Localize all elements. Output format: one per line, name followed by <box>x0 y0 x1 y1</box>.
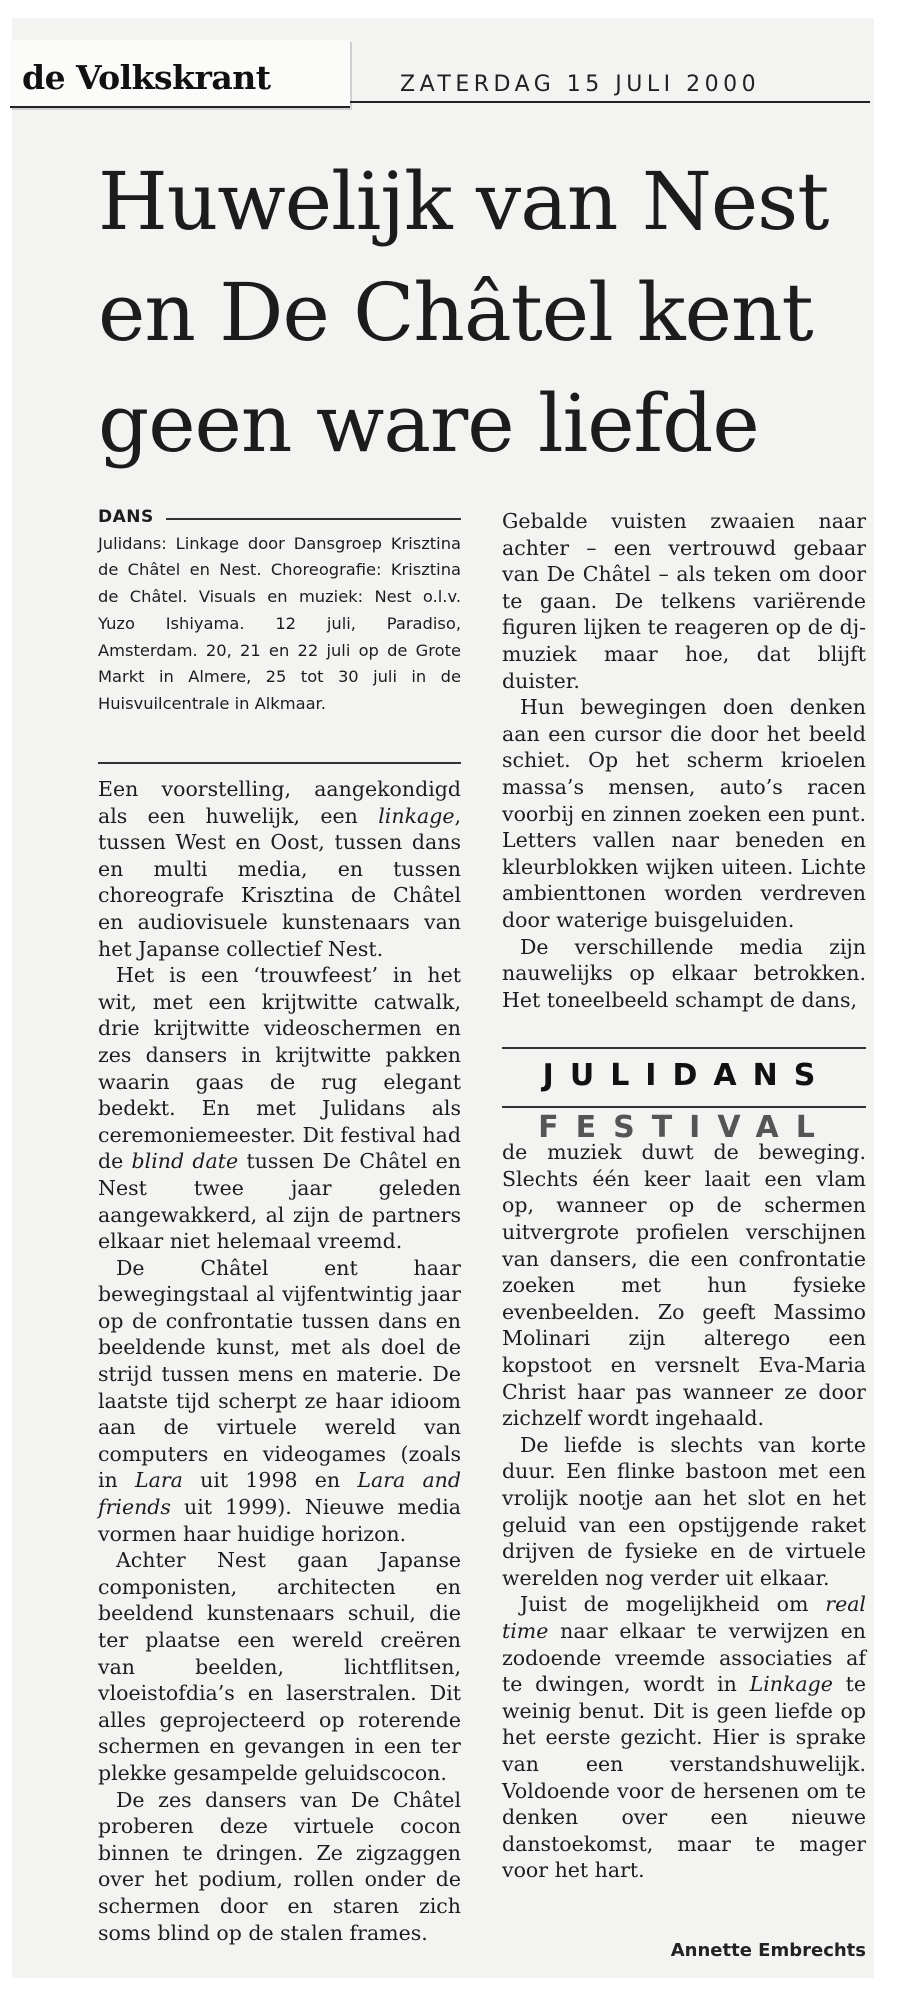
festival-logo-line1: JULIDANS <box>542 1058 832 1093</box>
headline-line: Huwelijk van Nest <box>98 155 829 248</box>
festival-rule <box>502 1047 866 1049</box>
article-column-left <box>98 776 461 1946</box>
newspaper-logo: de Volkskrant <box>22 58 271 97</box>
paragraph: Achter Nest gaan Japanse componisten, architecten en beeldend kunstenaars schuil, die ter plaatse een wereld creëren van beelden, lichtflitsen, vloeistofdia’s en laserstralen. Dit alles geprojecteerd op roterende schermen en gevangen in een ter plekke gesampelde geluidscocon. <box>98 1548 461 1785</box>
paragraph: Gebalde vuisten zwaaien naar achter – een vertrouwd gebaar van De Châtel – als teken om door te gaan. De telkens variërende figuren lijken te reageren op de dj-muziek maar hoe, dat blijft duister. <box>502 509 866 693</box>
festival-logo-line2: FESTIVAL <box>538 1110 832 1145</box>
paragraph: Hun bewegingen doen denken aan een cursor die door het beeld schiet. Op het scherm krioelen massa’s mensen, auto’s racen voorbij en zinnen zoeken een punt. Letters vallen naar beneden en kleurblokken wijken uiteen. Lichte ambienttonen worden verdreven door waterige buisgeluiden. <box>502 695 866 932</box>
headline-line: en De Châtel kent <box>98 266 813 359</box>
paragraph: Het is een ‘trouwfeest’ in het wit, met een krijtwitte catwalk, drie krijtwitte videoschermen en zes dansers in krijtwitte pakken waarin gaas de rug elegant bedekt. En met Julidans als ceremoniemeester. Dit festival had de blind date tussen De Châtel en Nest twee jaar geleden aangewakkerd, al zijn de partners elkaar niet helemaal vreemd. <box>98 963 461 1254</box>
paragraph: De Châtel ent haar bewegingstaal al vijfentwintig jaar op de confrontatie tussen dans en beeldende kunst, met als doel de strijd tussen mens en materie. De laatste tijd scherpt ze haar idioom aan de virtuele wereld van computers en videogames (zoals in Lara uit 1998 en Lara and friends uit 1999). Nieuwe media vormen haar huidige horizon. <box>98 1255 462 1546</box>
masthead-rule <box>350 101 870 103</box>
author-byline: Annette Embrechts <box>670 1940 866 1961</box>
paragraph: Een voorstelling, aangekondigd als een huwelijk, een linkage, tussen West en Oost, tussen dans en multi media, en tussen choreografe Krisztina de Châtel en audiovisuele kunstenaars van het Japanse collectief Nest. <box>98 777 461 961</box>
paragraph: de muziek duwt de beweging. Slechts één keer laait een vlam op, wanneer op de schermen uitvergrote profielen verschijnen van dansers, die een confrontatie zoeken met hun fysieke evenbeelden. Zo geeft Massimo Molinari zijn alterego een kopstoot en versnelt Eva-Maria Christ haar pas wanneer ze door zichzelf wordt ingehaald. <box>502 1140 866 1431</box>
paragraph: De zes dansers van De Châtel proberen deze virtuele cocon binnen te dringen. Ze zigzaggen over het podium, rollen onder de schermen door en staren zich soms blind op de stalen frames. <box>98 1787 461 1945</box>
paragraph: De liefde is slechts van korte duur. Een flinke bastoon met een vrolijk nootje aan het slot en het geluid van een opstijgende raket drijven de fysieke en de virtuele werelden nog verder uit elkaar. <box>502 1432 866 1590</box>
section-kicker: DANS <box>98 507 154 527</box>
article-column-right <box>502 508 866 1884</box>
performance-credits: Julidans: Linkage door Dansgroep Krisztina de Châtel en Nest. Choreografie: Krisztina de Châtel. Visuals en muziek: Nest o.l.v. Yuzo Ishiyama. 12 juli, Paradiso, Amsterdam. 20, 21 en 22 juli op de Grote Markt in Almere, 25 tot 30 juli in de Huisvuilcentrale in Alkmaar. <box>98 533 461 713</box>
paragraph: Juist de mogelijkheid om real time naar elkaar te verwijzen en zodoende vreemde associaties af te dwingen, wordt in Linkage te weinig benut. Dit is geen liefde op het eerste gezicht. Hier is sprake van een verstandshuwelijk. Voldoende voor de hersenen om te denken over een nieuwe danstoekomst, maar te mager voor het hart. <box>502 1592 866 1883</box>
info-divider <box>98 762 461 764</box>
headline-line: geen ware liefde <box>98 377 759 470</box>
paragraph: De verschillende media zijn nauwelijks op elkaar betrokken. Het toneelbeeld schampt de dans, <box>502 934 866 1012</box>
article-headline <box>98 146 858 479</box>
festival-rule <box>502 1106 866 1108</box>
performance-info <box>98 504 461 718</box>
publication-date: ZATERDAG 15 JULI 2000 <box>400 72 761 97</box>
